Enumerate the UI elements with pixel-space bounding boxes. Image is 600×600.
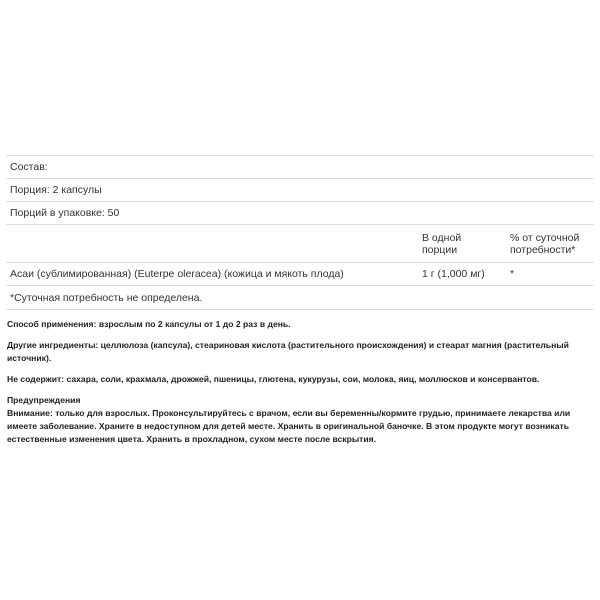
product-notes bbox=[7, 318, 597, 446]
table-row bbox=[6, 262, 594, 285]
table-title-row bbox=[6, 155, 594, 178]
free-of-text: Не содержит: сахара, соли, крахмала, дрожжей, пшеницы, глютена, кукурузы, сои, молока, яиц, моллюсков и консервантов. bbox=[7, 374, 540, 384]
supplement-facts-table bbox=[6, 155, 594, 310]
ingredient-dv: * bbox=[510, 268, 515, 280]
servings-per-container-row bbox=[6, 201, 594, 224]
ingredient-name: Асаи (сублимированная) (Euterpe oleracea) (кожица и мякоть плода) bbox=[10, 268, 344, 280]
warnings-title: Предупреждения bbox=[7, 395, 81, 405]
serving-size: Порция: 2 капсулы bbox=[10, 184, 102, 196]
warnings-text: Внимание: только для взрослых. Проконсультируйтесь с врачом, если вы беременны/кормите грудью, принимаете лекарства или имеете заболевание. Храните в недоступном для детей месте. Хранить в оригинальной баночке. В этом продукте могут возникать естественные изменения цвета. Хранить в прохладном, сухом месте после вскрытия. bbox=[7, 408, 571, 444]
footnote: *Суточная потребность не определена. bbox=[10, 291, 203, 304]
table-title: Состав: bbox=[10, 161, 48, 173]
footnote-row bbox=[6, 285, 594, 310]
servings-per-container: Порций в упаковке: 50 bbox=[10, 207, 120, 219]
usage-text: Способ применения: взрослым по 2 капсулы от 1 до 2 раз в день. bbox=[7, 319, 291, 329]
serving-row bbox=[6, 178, 594, 201]
header-daily-value: % от суточной потребности* bbox=[510, 231, 580, 256]
other-ingredients-text: Другие ингредиенты: целлюлоза (капсула), стеариновая кислота (растительного происхождения) и стеарат магния (растительный источник). bbox=[7, 340, 569, 363]
ingredient-amount: 1 г (1,000 мг) bbox=[422, 268, 485, 280]
table-header-row bbox=[6, 224, 594, 262]
header-amount: В одной порции bbox=[422, 231, 462, 256]
